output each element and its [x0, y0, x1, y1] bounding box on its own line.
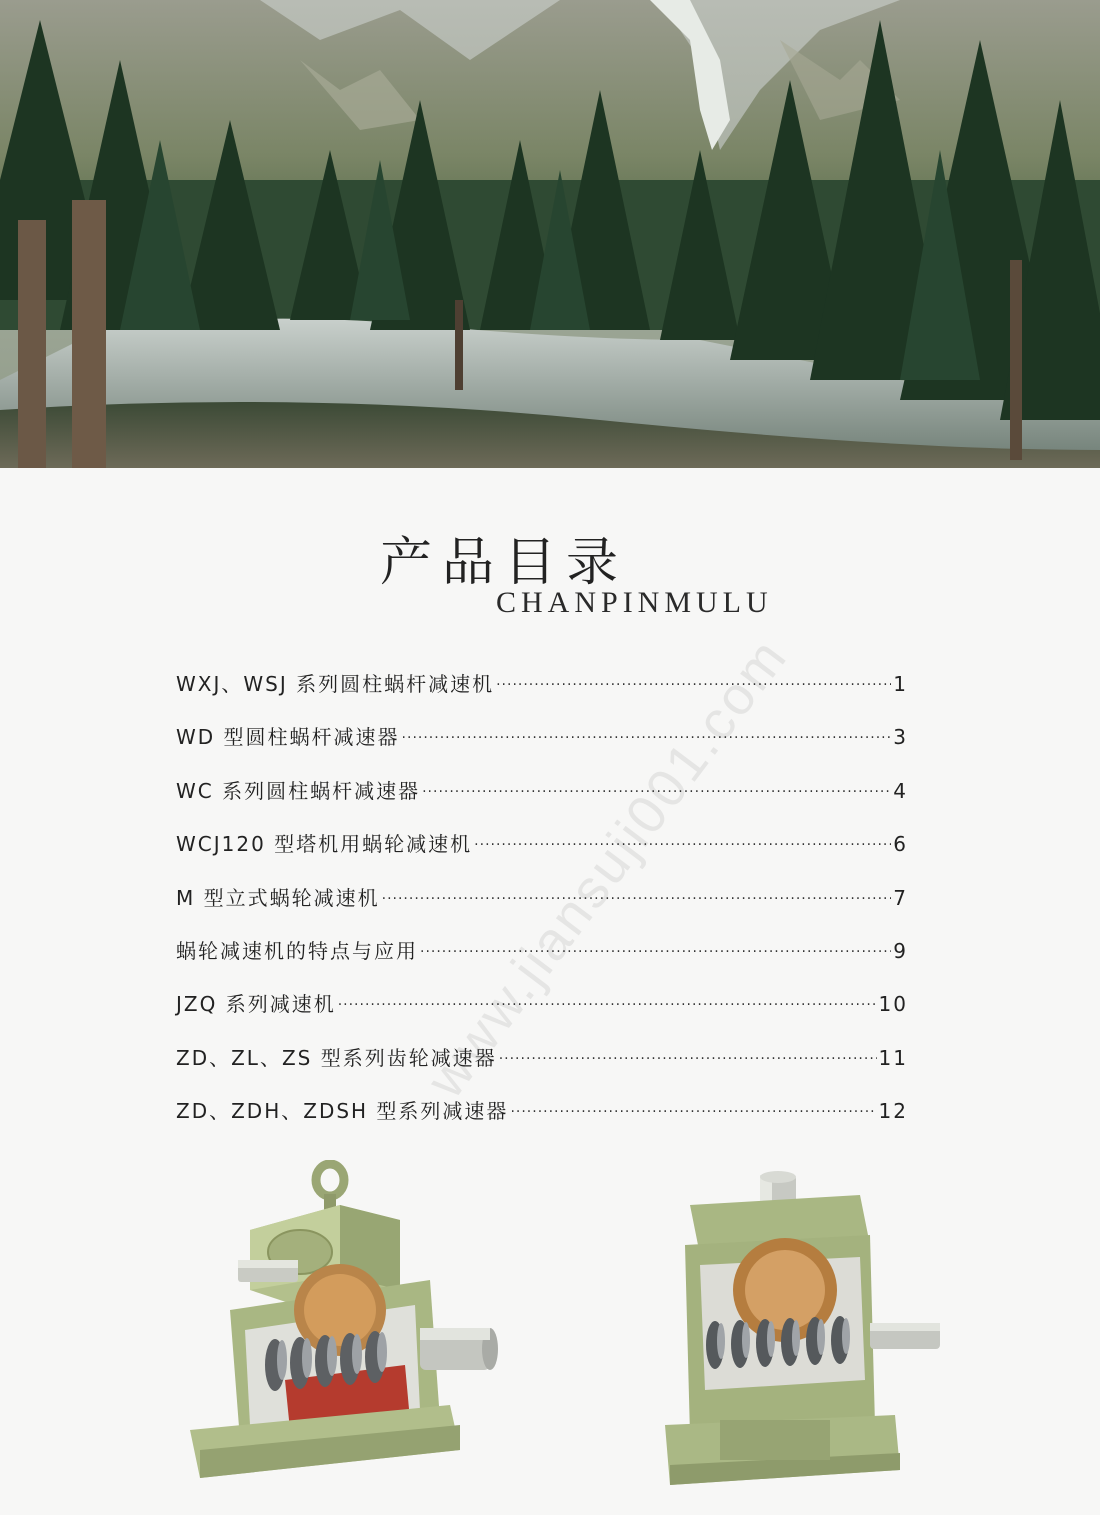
mountain-forest-illustration [0, 0, 1100, 468]
toc-entry-page: 6 [893, 832, 908, 857]
toc-entry-title: WC 系列圆柱蜗杆减速器 [176, 778, 421, 803]
reducer-cutaway-illustration [660, 1165, 945, 1490]
toc-entry[interactable] [176, 882, 908, 935]
toc-entry[interactable] [176, 1095, 908, 1148]
toc-entry-page: 11 [878, 1045, 908, 1070]
toc-entry[interactable] [176, 721, 908, 774]
page-title: 产品目录 [380, 533, 629, 593]
toc-entry-page: 10 [878, 992, 908, 1017]
toc-entry-title: WD 型圆柱蜗杆减速器 [176, 725, 400, 750]
worm-gear-reducer-horizontal-image [190, 1160, 500, 1480]
dot-leader [402, 730, 892, 746]
worm-gear-reducer-vertical-image [660, 1165, 945, 1490]
toc-entry-title: ZD、ZDH、ZDSH 型系列减速器 [176, 1099, 509, 1124]
toc-entry-title: 蜗轮减速机的特点与应用 [176, 938, 418, 963]
toc-entry-page: 12 [878, 1099, 908, 1124]
toc-entry-page: 4 [893, 778, 908, 803]
toc-entry-title: ZD、ZL、ZS 型系列齿轮减速器 [176, 1045, 497, 1070]
website-watermark: www.jiansuji001.com [415, 626, 800, 1109]
table-of-contents [176, 668, 908, 1149]
toc-entry-page: 1 [893, 672, 908, 696]
dot-leader [338, 997, 877, 1013]
toc-entry[interactable] [176, 935, 908, 988]
dot-leader [474, 837, 891, 853]
toc-entry-page: 7 [893, 885, 908, 910]
dot-leader [382, 891, 892, 907]
dot-leader [499, 1051, 877, 1067]
toc-entry[interactable] [176, 1042, 908, 1095]
toc-entry-title: JZQ 系列减速机 [176, 992, 336, 1017]
toc-entry[interactable] [176, 828, 908, 881]
toc-entry-page: 9 [893, 938, 908, 963]
header-landscape-photo [0, 0, 1100, 468]
dot-leader [420, 944, 891, 960]
dot-leader [496, 677, 891, 693]
toc-entry-page: 3 [893, 725, 908, 750]
toc-entry-title: WXJ、WSJ 系列圆柱蜗杆减速机 [176, 672, 495, 696]
dot-leader [422, 784, 891, 800]
reducer-cutaway-illustration [190, 1160, 500, 1480]
toc-entry-title: WCJ120 型塔机用蜗轮减速机 [176, 832, 473, 857]
toc-entry[interactable] [176, 775, 908, 828]
toc-entry-title: M 型立式蜗轮减速机 [176, 885, 380, 910]
dot-leader [510, 1104, 876, 1120]
page-subtitle-pinyin: CHANPINMULU [496, 586, 773, 619]
toc-entry[interactable] [176, 668, 908, 721]
toc-entry[interactable] [176, 988, 908, 1041]
